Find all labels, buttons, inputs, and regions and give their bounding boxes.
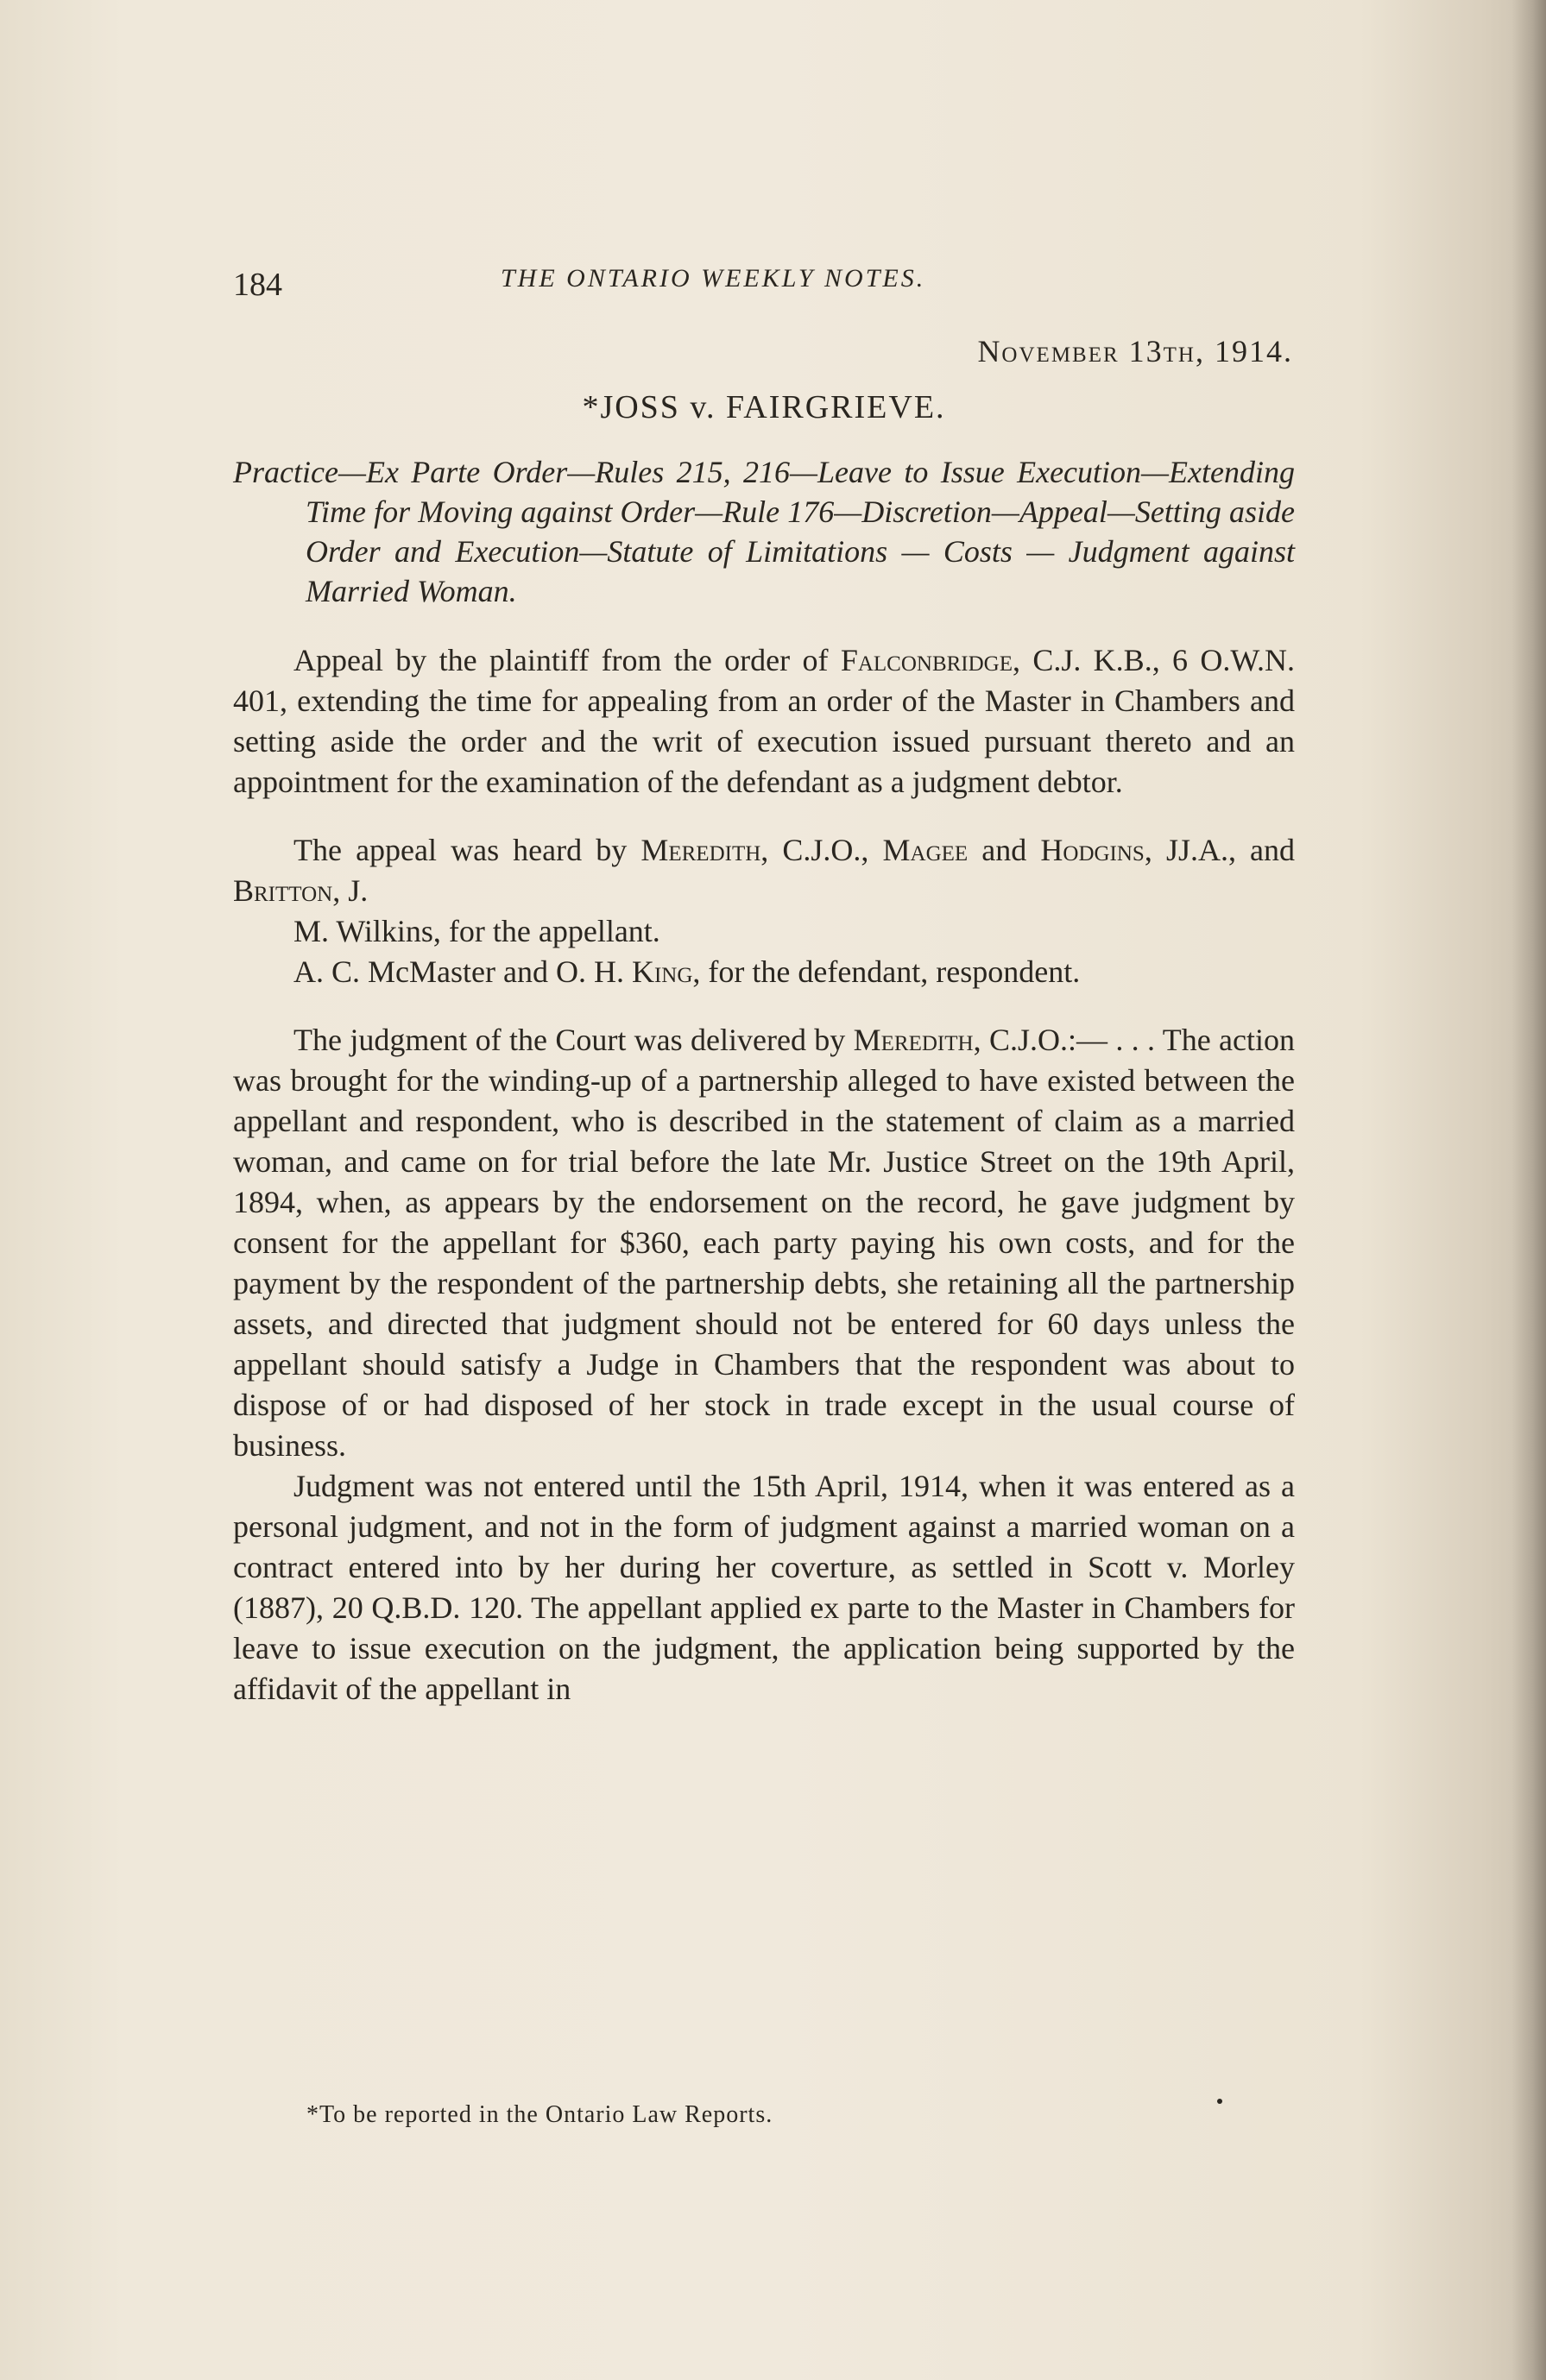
paragraph-respondent-counsel: A. C. McMaster and O. H. King, for the defendant, respondent. <box>293 954 1081 989</box>
paragraph-entry-of-judgment: Judgment was not entered until the 15th April, 1914, when it was entered as a personal judgment, and not in the form of judgment against a married woman on a contract entered into by her during her coverture, as settled in Scott v. Morley (1887), 20 Q.B.D. 120. The appellant applied ex parte to the Master in Chambers for leave to issue execution on the judgment, the application being supported by the affidavit of the appellant in <box>233 1469 1295 1706</box>
judge-name: Falconbridge <box>840 643 1013 677</box>
book-spine-shadow <box>1511 0 1546 2380</box>
paragraph-appeal: Appeal by the plaintiff from the order of Falconbridge, C.J. K.B., 6 O.W.N. 401, extending the time for appealing from an order of the Master in Chambers and setting aside the order and the writ of execution issued pursuant thereto and an appointment for the examination of the defendant as a judgment debtor. <box>233 643 1296 799</box>
headnote: Practice—Ex Parte Order—Rules 215, 216—Leave to Issue Execution—Extending Time for Moving against Order—Rule 176—Discretion—Appeal—Setting aside Order and Execution—Statute of Limitations — Costs — Judgment against Married Woman. <box>233 455 1295 608</box>
counsel-name: King <box>631 954 693 989</box>
text-column <box>233 259 1295 1709</box>
judge-name: Meredith <box>640 833 761 867</box>
judge-name: Magee <box>882 833 969 867</box>
running-head <box>233 259 1295 311</box>
decision-date: November 13th, 1914. <box>977 334 1293 368</box>
judge-name: Britton <box>233 873 333 908</box>
footnote: *To be reported in the Ontario Law Reports. <box>306 2101 773 2128</box>
paragraph-judgment: The judgment of the Court was delivered by Meredith, C.J.O.:— . . . The action was brought for the winding-up of a partnership alleged to have existed between the appellant and respondent, who is described in the statement of claim as a married woman, and came on for trial before the late Mr. Justice Street on the 19th April, 1894, when, as appears by the endorsement on the record, he gave judgment by consent for the appellant for $360, each party paying his own costs, and for the payment by the respondent of the partnership debts, she retaining all the partnership assets, and directed that judgment should not be entered for 60 days unless the appellant should satisfy a Judge in Chambers that the respondent was about to dispose of or had disposed of her stock in trade except in the usual course of business. <box>233 1023 1295 1463</box>
journal-title: THE ONTARIO WEEKLY NOTES. <box>501 264 926 293</box>
case-title: *JOSS v. FAIRGRIEVE. <box>582 389 946 425</box>
page-number: 184 <box>233 267 282 303</box>
ink-speck <box>1217 2099 1222 2104</box>
judge-name: Hodgins <box>1040 833 1145 867</box>
paragraph-appellant-counsel: M. Wilkins, for the appellant. <box>293 914 660 948</box>
judge-name: Meredith <box>853 1023 974 1057</box>
paragraph-bench: The appeal was heard by Meredith, C.J.O., Magee and Hodgins, JJ.A., and Britton, J. <box>233 833 1296 908</box>
